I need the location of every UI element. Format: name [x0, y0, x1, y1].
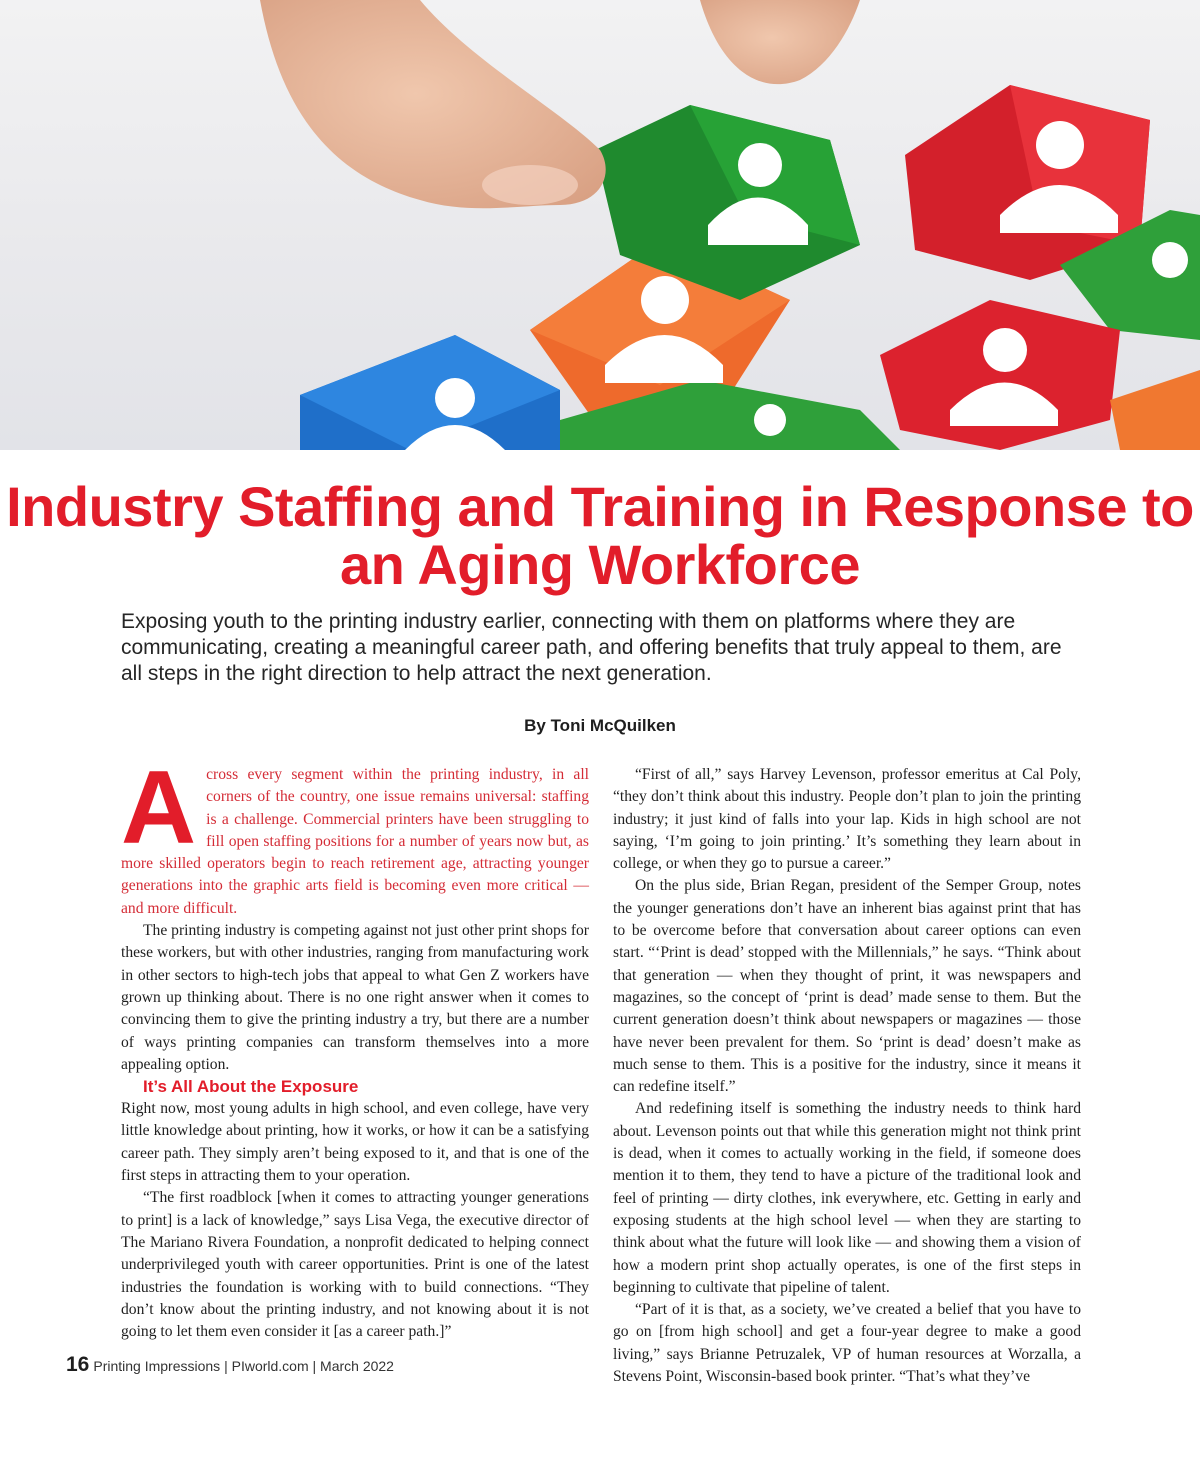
body-paragraph: On the plus side, Brian Regan, president of the Semper Group, notes the younger generations don’t have an inherent bias against print that has to be overcome before that conversation about career options can even start. “‘Print is dead’ stopped with the Millennials,” he says. “Think about that generation — when they thought of print, it was newspapers and magazines, so the concept of ‘print is dead’ made sense to them. But the current generation doesn’t think about newspapers or magazines — those have never been prevalent for them. So ‘print is dead’ doesn’t make as much sense to them. This is a positive for the industry, since it means it can redefine itself.”: [613, 877, 1081, 1096]
page-number: 16: [66, 1353, 90, 1376]
body-paragraph: “First of all,” says Harvey Levenson, professor emeritus at Cal Poly, “they don’t think about this industry. People don’t plan to join the printing industry; it just kind of falls into your lap. Kids in high school are not saying, ‘I’m going to join printing.’ It’s something they learn about in college, or when they go to pursue a career.”: [613, 766, 1081, 873]
body-paragraph: The printing industry is competing against not just other print shops for these workers, but with other industries, ranging from manufacturing work in other sectors to high-tech jobs that appeal to what Gen Z workers have grown up thinking about. There is no one right answer when it comes to convincing them to give the printing industry a try, but there are a number of ways printing companies can transform themselves into a more appealing option.: [121, 922, 589, 1073]
page-folio: [66, 1353, 394, 1377]
section-subhead: It’s All About the Exposure: [143, 1077, 359, 1097]
wooden-blocks-person-icons-photo: [0, 0, 1200, 450]
lead-paragraph: [121, 750, 589, 920]
right-column: [613, 764, 1081, 1388]
body-paragraph: “Part of it is that, as a society, we’ve created a belief that you have to go on [from high school] and get a four-year degree to make a good living,” says Brianne Petruzalek, VP of human resources at Worzalla, a Stevens Point, Wisconsin-based book printer. “That’s what they’ve: [613, 1301, 1081, 1386]
drop-cap: A: [121, 750, 197, 866]
left-column: [121, 750, 589, 1343]
article-title: Industry Staffing and Training in Response to an Aging Workforce: [6, 475, 1194, 596]
article-deck: Exposing youth to the printing industry earlier, connecting with them on platforms where they are communicating, creating a meaningful career path, and offering benefits that truly appeal to them, are all steps in the right direction to help attract the next generation.: [121, 610, 1062, 685]
byline: By Toni McQuilken: [524, 716, 676, 735]
body-paragraph: “The first roadblock [when it comes to attracting younger generations to print] is a lack of knowledge,” says Lisa Vega, the executive director of The Mariano Rivera Foundation, a nonprofit dedicated to helping connect underprivileged youth with career opportunities. Print is one of the latest industries the foundation is working with to build connections. “They don’t know about the printing industry, and not knowing about it is not going to let them even consider it [as a career path.]”: [121, 1189, 589, 1341]
hero-photo: [0, 0, 1200, 450]
lead-text: cross every segment within the printing industry, in all corners of the country, one issue remains universal: staffing is a challenge. Commercial printers have been struggling to fill open staffing positions for a number of years now but, as more skilled operators begin to reach retirement age, attracting younger generations into the graphic arts field is becoming even more critical — and more difficult.: [121, 766, 589, 917]
body-paragraph: And redefining itself is something the industry needs to think hard about. Levenson points out that while this generation might not think print is dead, when it comes to actually working in the field, if someone does mention it to them, they tend to have a picture of the traditional look and feel of printing — dirty clothes, ink everywhere, etc. Getting in early and exposing students at the high school level — when they are starting to think about what the future will look like — and showing them a vision of how a modern print shop actually operates, is one of the first steps in beginning to cultivate that pipeline of talent.: [613, 1100, 1081, 1296]
folio-text: Printing Impressions | PIworld.com | March 2022: [93, 1358, 394, 1374]
body-paragraph: Right now, most young adults in high school, and even college, have very little knowledge about printing, how it works, or how it can be a satisfying career path. They simply aren’t being exposed to it, and that is one of the first steps in attracting them to your operation.: [121, 1100, 589, 1185]
